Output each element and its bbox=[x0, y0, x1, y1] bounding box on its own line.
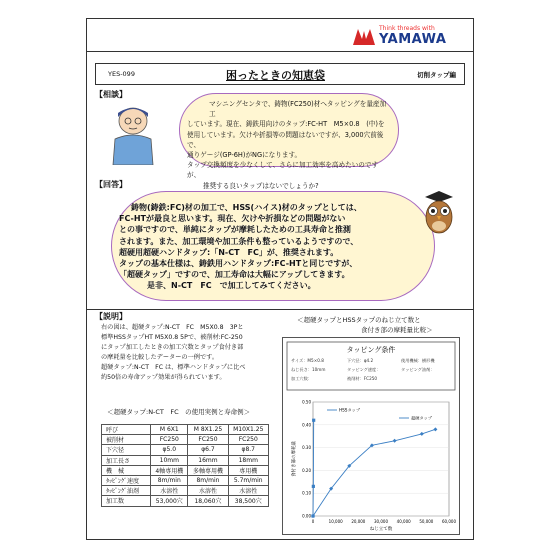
explanation-line: にタップ加工したときの加工穴数とタップ食付き部 bbox=[101, 344, 244, 351]
table-cell: 8m/min bbox=[188, 475, 228, 485]
condition-text: 加工穴数： bbox=[291, 376, 312, 381]
brand-logo bbox=[353, 23, 463, 51]
y-tick-label: 0.50 bbox=[302, 399, 311, 405]
table-cell: ﾀｯﾋﾟﾝｸﾞ速度 bbox=[102, 475, 151, 485]
explanation-line: 右の図は、超硬タップ:N-CT FC M5X0.8 3Pと bbox=[101, 324, 244, 331]
answer-line: 超硬用超硬ハンドタップ:「N-CT FC」が、推奨されます。 bbox=[119, 247, 339, 257]
x-tick-label: 60,000 bbox=[442, 519, 456, 524]
table-cell: 水溶性 bbox=[228, 486, 268, 496]
x-tick-label: 40,000 bbox=[396, 519, 411, 524]
table-cell: 水溶性 bbox=[188, 486, 228, 496]
condition-text: ねじ長さ：10mm bbox=[291, 367, 326, 372]
consultation-line: 通りゲージ(GP-6H)がNGになります。 bbox=[187, 151, 302, 160]
table-cell: FC250 bbox=[188, 435, 228, 445]
answer-line: 是非、N-CT FC で加工してみてください。 bbox=[147, 281, 316, 291]
answer-line: との事ですので、単純にタップが摩耗したための工具寿命と推測 bbox=[119, 225, 351, 235]
answer-text bbox=[119, 202, 424, 292]
y-tick-label: 0.30 bbox=[302, 445, 311, 451]
consultation-line: タップ交換頻度を少なくして、さらに加工効率を高めたいのですが、 bbox=[187, 161, 379, 180]
table-cell: 18mm bbox=[228, 455, 268, 465]
consultation-text bbox=[187, 99, 387, 191]
table-cell: 18,060穴 bbox=[188, 496, 228, 506]
data-point bbox=[312, 419, 315, 422]
table-cell: 加工数 bbox=[102, 496, 151, 506]
x-tick-label: 20,000 bbox=[351, 519, 366, 524]
table-cell: FC250 bbox=[151, 435, 188, 445]
table-cell: 8m/min bbox=[151, 475, 188, 485]
condition-text: 使用機械：横形機 bbox=[401, 358, 435, 363]
wear-comparison-chart bbox=[282, 337, 460, 535]
brand-tagline: Think threads with bbox=[379, 25, 435, 32]
table-cell: M 6X1 bbox=[151, 425, 188, 435]
explanation-line: 標準HSSタップHT M5X0.8 5Pで、被削材:FC-250 bbox=[101, 334, 243, 341]
chart-title-line1: ＜超硬タップとHSSタップのねじ立て数と bbox=[297, 316, 421, 324]
consultation-line: 推奨する良いタップはないでしょうか? bbox=[203, 181, 319, 190]
table-cell: 4軸専用機 bbox=[151, 465, 188, 475]
answer-label: 【回答】 bbox=[95, 180, 127, 189]
brand-name: YAMAWA bbox=[379, 32, 447, 47]
y-tick-label: 0.10 bbox=[302, 490, 311, 496]
table-row bbox=[102, 475, 269, 485]
table-cell: 53,000穴 bbox=[151, 496, 188, 506]
table-cell: φ5.0 bbox=[151, 445, 188, 455]
table-cell: 多軸専用機 bbox=[188, 465, 228, 475]
y-tick-label: 0.20 bbox=[302, 467, 311, 473]
usage-table-title: ＜超硬タップ:N-CT FC の使用実例と寿命例＞ bbox=[107, 408, 251, 416]
x-tick-label: 0 bbox=[311, 519, 315, 524]
table-cell: 加工長さ bbox=[102, 455, 151, 465]
table-cell: 専用機 bbox=[228, 465, 268, 475]
table-cell: 機 械 bbox=[102, 465, 151, 475]
condition-text: タッピング速度： bbox=[347, 367, 381, 372]
chart-title-line2: 食付き部の摩耗量比較＞ bbox=[361, 326, 433, 334]
engineer-illustration-icon bbox=[105, 103, 161, 165]
owl-professor-illustration-icon bbox=[421, 191, 457, 235]
table-row bbox=[102, 445, 269, 455]
answer-line: タップの基本仕様は、鋳鉄用ハンドタップ:FC-HTと同じですが、 bbox=[119, 259, 358, 269]
table-row bbox=[102, 486, 269, 496]
consultation-line: しています。現在、鋳鉄用向けのタップ:FC-HT M5×0.8 (中)を bbox=[187, 120, 385, 129]
y-tick-label: 0.00 bbox=[302, 513, 311, 519]
condition-text: タッピング油剤： bbox=[401, 367, 435, 372]
table-cell: ﾀｯﾋﾟﾝｸﾞ油剤 bbox=[102, 486, 151, 496]
y-tick-label: 0.40 bbox=[302, 422, 311, 428]
x-tick-label: 50,000 bbox=[419, 519, 434, 524]
table-cell: 被削材 bbox=[102, 435, 151, 445]
usage-table bbox=[101, 424, 269, 507]
table-cell: 16mm bbox=[188, 455, 228, 465]
consultation-line: マシニングセンタで、鋳物(FC250)材へタッピングを量産加工 bbox=[209, 100, 387, 119]
table-cell: 水溶性 bbox=[151, 486, 188, 496]
section-divider bbox=[87, 309, 473, 310]
conditions-title: タッピング条件 bbox=[346, 346, 396, 354]
consultation-label: 【相談】 bbox=[95, 90, 127, 99]
table-cell: 5.7m/min bbox=[228, 475, 268, 485]
table-cell: 下穴径 bbox=[102, 445, 151, 455]
answer-line: FC-HTが最良と思います。現在、欠けや折損などの問題がない bbox=[119, 214, 346, 224]
page-title: 困ったときの知恵袋 bbox=[226, 69, 325, 82]
table-row bbox=[102, 496, 269, 506]
consultation-line: 使用しています。欠けや折損等の問題はないですが、3,000穴前後で、 bbox=[187, 130, 384, 149]
legend-label: HSSタップ bbox=[339, 407, 361, 413]
explanation-text bbox=[101, 323, 269, 383]
table-cell: M10X1.25 bbox=[228, 425, 268, 435]
table-cell: M 8X1.25 bbox=[188, 425, 228, 435]
table-cell: FC250 bbox=[228, 435, 268, 445]
condition-text: サイズ：M5×0.8 bbox=[291, 358, 324, 363]
x-tick-label: 10,000 bbox=[328, 519, 343, 524]
x-tick-label: 30,000 bbox=[374, 519, 388, 524]
table-row bbox=[102, 435, 269, 445]
table-cell: 呼び bbox=[102, 425, 151, 435]
data-point bbox=[312, 485, 315, 488]
table-row bbox=[102, 465, 269, 475]
header-rule bbox=[87, 51, 473, 52]
table-cell: 10mm bbox=[151, 455, 188, 465]
condition-text: 下穴径：φ4.2 bbox=[347, 358, 374, 363]
table-cell: φ8.7 bbox=[228, 445, 268, 455]
answer-line: 鋳物(鋳鉄:FC)材の加工で、HSS(ハイス)材のタップとしては、 bbox=[131, 203, 362, 212]
answer-line: されます。また、加工環境や加工条件も整っているようですので、 bbox=[119, 236, 359, 246]
explanation-line: 超硬タップ:N-CT FC は、標準ハンドタップに比べ bbox=[101, 364, 246, 371]
answer-line: 「超硬タップ」ですので、加工寿命は大幅にアップしてきます。 bbox=[119, 270, 350, 280]
condition-text: 被削材：FC250 bbox=[347, 376, 378, 381]
explanation-line: 約50倍の寿命アップ効果が得られています。 bbox=[101, 374, 226, 381]
x-axis-label: ねじ立て数 bbox=[369, 527, 393, 532]
title-bar bbox=[95, 63, 465, 85]
explanation-label: 【説明】 bbox=[95, 312, 127, 321]
document-page bbox=[86, 18, 474, 540]
table-cell: 38,500穴 bbox=[228, 496, 268, 506]
explanation-line: の摩耗量を比較したデーターの一例です。 bbox=[101, 354, 219, 361]
y-axis-label: 食付き部の摩耗量 bbox=[292, 441, 297, 477]
category-label: 切削タップ編 bbox=[417, 71, 456, 79]
chart-svg bbox=[283, 338, 459, 534]
table-cell: φ6.7 bbox=[188, 445, 228, 455]
table-header-row bbox=[102, 425, 269, 435]
table-row bbox=[102, 455, 269, 465]
document-code: YES-099 bbox=[108, 70, 135, 78]
legend-label: 超硬タップ bbox=[411, 415, 432, 421]
yamawa-mark-icon bbox=[353, 25, 375, 45]
